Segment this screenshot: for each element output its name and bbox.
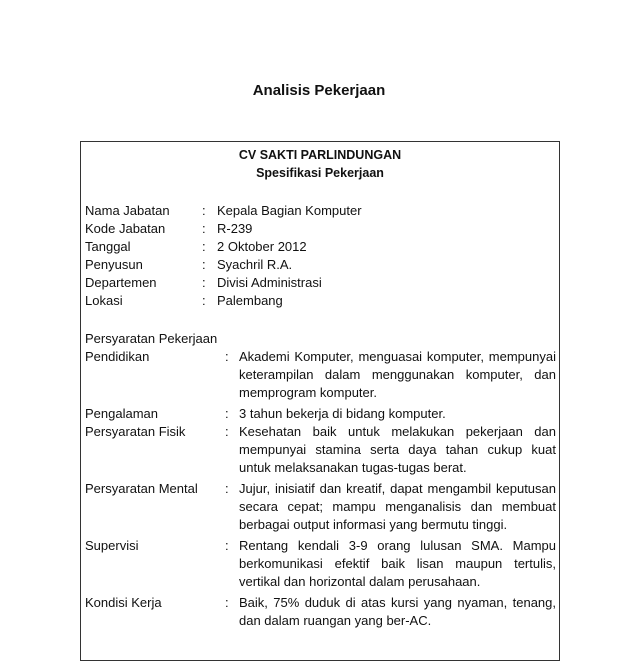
requirement-colon: : [225, 538, 229, 553]
requirement-row [85, 423, 559, 477]
requirement-row [85, 480, 559, 534]
requirement-label: Pengalaman [85, 406, 158, 421]
requirement-row [85, 405, 559, 423]
requirement-value: Akademi Komputer, menguasai komputer, mempunyai keterampilan dalam menggunakan komputer, dan memprogram komputer. [239, 349, 556, 400]
company-name: CV SAKTI PARLINDUNGAN [238, 148, 402, 162]
info-label: Lokasi [85, 293, 123, 308]
info-value: Syachril R.A. [217, 257, 293, 272]
info-label: Departemen [85, 275, 157, 290]
info-label: Kode Jabatan [85, 221, 166, 236]
document-subtitle: Spesifikasi Pekerjaan [256, 166, 384, 180]
requirement-colon: : [225, 595, 229, 610]
requirement-colon: : [225, 481, 229, 496]
requirement-label: Persyaratan Mental [85, 481, 198, 496]
info-colon: : [202, 221, 206, 236]
info-value: Divisi Administrasi [217, 275, 322, 290]
requirement-row [85, 594, 559, 630]
requirements-heading: Persyaratan Pekerjaan [85, 331, 218, 346]
requirement-row [85, 348, 559, 402]
requirement-row [85, 537, 559, 591]
info-colon: : [202, 203, 206, 218]
job-spec-box [80, 141, 560, 661]
info-label: Nama Jabatan [85, 203, 170, 218]
requirement-label: Supervisi [85, 538, 139, 553]
info-value: Palembang [217, 293, 283, 308]
info-colon: : [202, 293, 206, 308]
requirement-colon: : [225, 349, 229, 364]
requirement-colon: : [225, 406, 229, 421]
info-value: Kepala Bagian Komputer [217, 203, 362, 218]
requirement-label: Persyaratan Fisik [85, 424, 186, 439]
requirement-value: 3 tahun bekerja di bidang komputer. [239, 406, 446, 421]
info-colon: : [202, 239, 206, 254]
info-value: 2 Oktober 2012 [217, 239, 307, 254]
info-value: R-239 [217, 221, 253, 236]
requirement-value: Jujur, inisiatif dan kreatif, dapat mengambil keputusan secara cepat; mampu menganalisis dan membuat berbagai output informasi yang bermutu tinggi. [239, 481, 556, 532]
requirement-value: Rentang kendali 3-9 orang lulusan SMA. Mampu berkomunikasi efektif baik lisan maupun tertulis, vertikal dan horizontal dalam perusahaan. [239, 538, 556, 589]
info-label: Penyusun [85, 257, 143, 272]
page-title: Analisis Pekerjaan [252, 82, 386, 99]
requirements-list [85, 348, 559, 630]
requirement-colon: : [225, 424, 229, 439]
info-colon: : [202, 257, 206, 272]
info-colon: : [202, 275, 206, 290]
info-label: Tanggal [85, 239, 131, 254]
requirement-label: Pendidikan [85, 349, 150, 364]
requirement-label: Kondisi Kerja [85, 595, 162, 610]
requirement-value: Baik, 75% duduk di atas kursi yang nyaman, tenang, dan dalam ruangan yang ber-AC. [239, 595, 556, 628]
requirement-value: Kesehatan baik untuk melakukan pekerjaan dan mempunyai stamina serta daya tahan cukup kuat untuk melaksanakan tugas-tugas berat. [239, 424, 556, 475]
